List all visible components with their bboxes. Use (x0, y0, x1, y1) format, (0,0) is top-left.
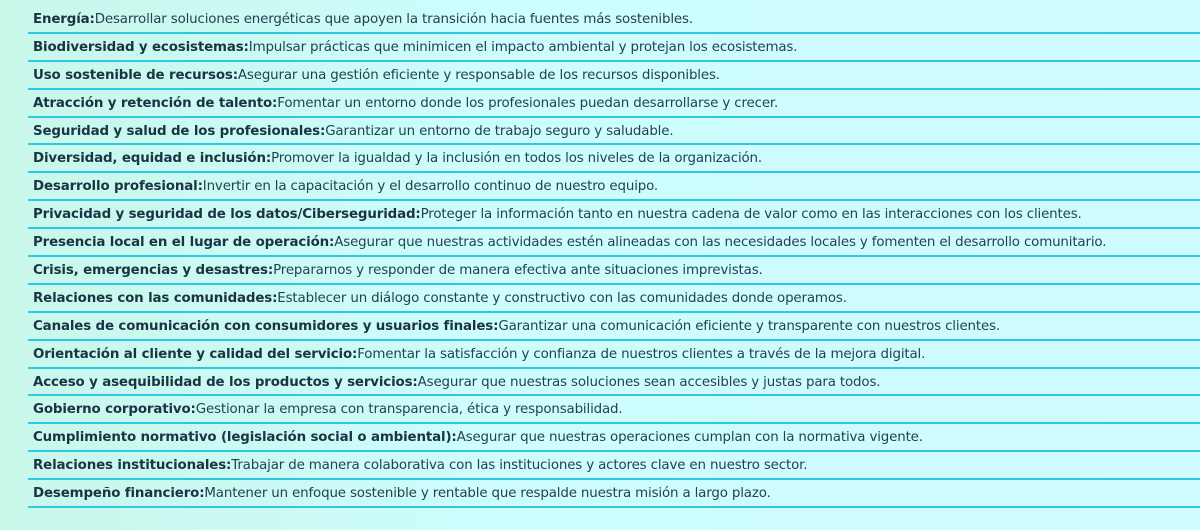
list-item (28, 35, 1200, 62)
item-description: Proteger la información tanto en nuestra cadena de valor como en las interacciones con los clientes. (420, 207, 1082, 223)
list-item (28, 146, 1200, 173)
list-item (28, 370, 1200, 397)
list-item (28, 286, 1200, 313)
item-term: Presencia local en el lugar de operación: (33, 235, 335, 251)
material-topics-list (28, 7, 1200, 509)
list-item (28, 397, 1200, 424)
item-description: Asegurar que nuestras soluciones sean accesibles y justas para todos. (417, 374, 881, 390)
item-term: Gobierno corporativo: (33, 402, 196, 418)
item-term: Crisis, emergencias y desastres: (33, 262, 274, 278)
list-item (28, 63, 1200, 90)
item-description: Desarrollar soluciones energéticas que apoyen la transición hacia fuentes más sostenibles. (94, 11, 693, 27)
item-term: Biodiversidad y ecosistemas: (33, 39, 249, 55)
list-item (28, 258, 1200, 285)
item-description: Asegurar que nuestras actividades estén alineadas con las necesidades locales y fomenten el desarrollo comunitario. (334, 235, 1107, 251)
item-description: Invertir en la capacitación y el desarrollo continuo de nuestro equipo. (202, 179, 659, 195)
item-term: Relaciones institucionales: (33, 458, 232, 474)
item-term: Cumplimiento normativo (legislación social o ambiental): (33, 430, 457, 446)
item-description: Establecer un diálogo constante y constructivo con las comunidades donde operamos. (277, 290, 847, 306)
list-item (28, 174, 1200, 201)
item-term: Acceso y asequibilidad de los productos y servicios: (33, 374, 418, 390)
item-description: Fomentar un entorno donde los profesionales puedan desarrollarse y crecer. (277, 95, 779, 111)
item-description: Asegurar una gestión eficiente y responsable de los recursos disponibles. (237, 67, 720, 83)
item-term: Desarrollo profesional: (33, 179, 203, 195)
item-description: Trabajar de manera colaborativa con las instituciones y actores clave en nuestro sector. (231, 458, 808, 474)
list-item (28, 453, 1200, 480)
list-item (28, 230, 1200, 257)
item-description: Prepararnos y responder de manera efectiva ante situaciones imprevistas. (273, 262, 763, 278)
item-term: Relaciones con las comunidades: (33, 290, 278, 306)
item-term: Privacidad y seguridad de los datos/Ciberseguridad: (33, 207, 421, 223)
item-description: Impulsar prácticas que minimicen el impacto ambiental y protejan los ecosistemas. (248, 39, 798, 55)
list-item (28, 91, 1200, 118)
item-term: Diversidad, equidad e inclusión: (33, 151, 272, 167)
list-item (28, 342, 1200, 369)
list-item (28, 314, 1200, 341)
list-item (28, 202, 1200, 229)
item-term: Energía: (33, 11, 95, 27)
list-item (28, 481, 1200, 508)
item-description: Garantizar un entorno de trabajo seguro y saludable. (325, 123, 674, 139)
item-term: Orientación al cliente y calidad del servicio: (33, 346, 358, 362)
item-term: Canales de comunicación con consumidores y usuarios finales: (33, 318, 499, 334)
item-description: Promover la igualdad y la inclusión en todos los niveles de la organización. (271, 151, 762, 167)
item-term: Seguridad y salud de los profesionales: (33, 123, 326, 139)
item-term: Atracción y retención de talento: (33, 95, 278, 111)
list-item (28, 119, 1200, 146)
item-description: Asegurar que nuestras operaciones cumplan con la normativa vigente. (456, 430, 923, 446)
list-item (28, 425, 1200, 452)
item-term: Uso sostenible de recursos: (33, 67, 238, 83)
item-description: Fomentar la satisfacción y confianza de nuestros clientes a través de la mejora digital. (357, 346, 926, 362)
list-item (28, 7, 1200, 34)
item-term: Desempeño financiero: (33, 486, 205, 502)
item-description: Garantizar una comunicación eficiente y transparente con nuestros clientes. (498, 318, 1000, 334)
item-description: Mantener un enfoque sostenible y rentable que respalde nuestra misión a largo plazo. (204, 486, 771, 502)
item-description: Gestionar la empresa con transparencia, ética y responsabilidad. (195, 402, 623, 418)
